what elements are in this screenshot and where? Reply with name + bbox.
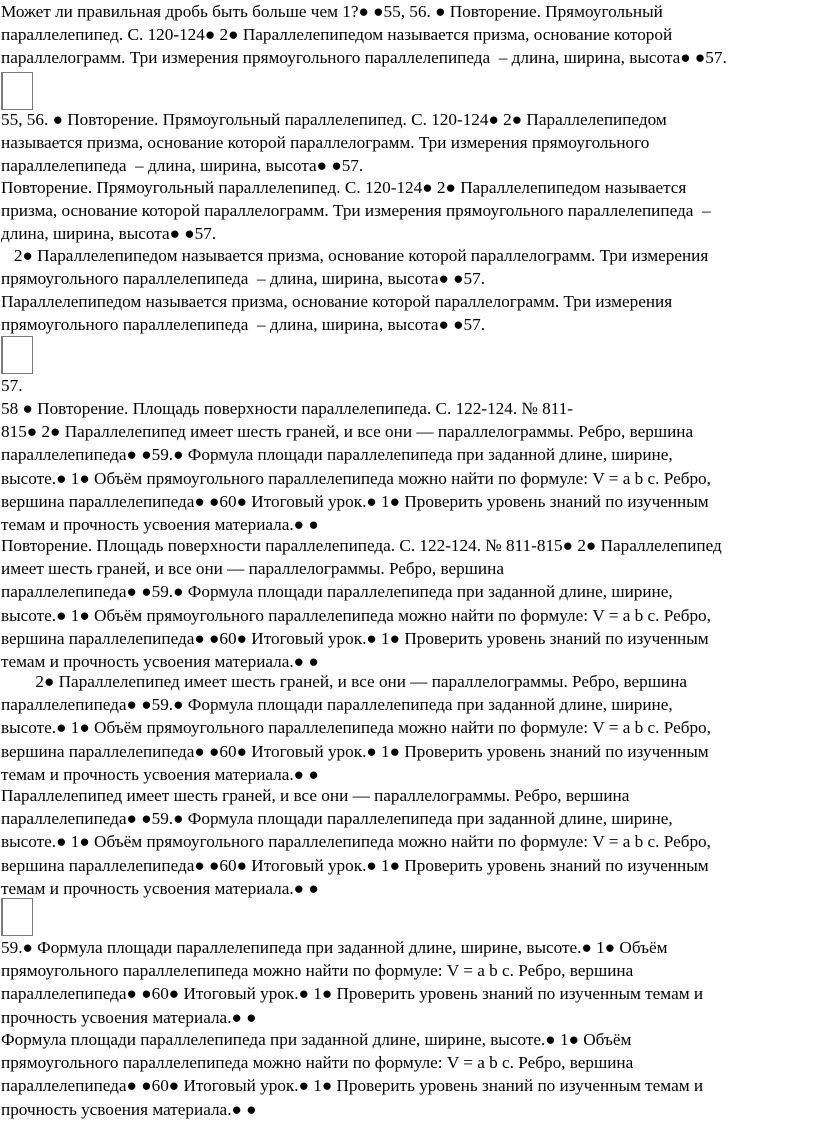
paragraph-11: 59.● Формула площади параллелепипеда при заданной длине, ширине, высоте.● 1● Объём прямоугольного параллелепипеда можно найти по формуле: V = a b c. Ребро, вершина параллелепипеда● ●60● Итоговый урок.● 1● Проверить уровень знаний по изученным темам и прочность усвоения материала.● ●: [1, 938, 704, 1027]
empty-cell-box-1: [1, 72, 33, 110]
paragraph-6: 57.: [1, 376, 23, 395]
paragraph-3: Повторение. Прямоугольный параллелепипед. С. 120-124● 2● Параллелепипедом называется призма, основание которой параллелограмм. Три измерения прямоугольного параллелепипеда – длина, ширина, высота● ●57.: [1, 178, 711, 244]
paragraph-4: 2● Параллелепипедом называется призма, основание которой параллелограмм. Три измерения прямоугольного параллелепипеда – длина, ширина, высота● ●57.: [1, 246, 709, 289]
paragraph-9: 2● Параллелепипед имеет шесть граней, и все они — параллелограммы. Ребро, вершина параллелепипеда● ●59.● Формула площади параллелепипеда при заданной длине, ширине, высоте.● 1● Объём прямоугольного параллелепипеда можно найти по формуле: V = a b c. Ребро, вершина параллелепипеда● ●60● Итоговый урок.● 1● Проверить уровень знаний по изученным темам и прочность усвоения материала.● ●: [1, 672, 711, 784]
paragraph-5: Параллелепипедом называется призма, основание которой параллелограмм. Три измерения прямоугольного параллелепипеда – длина, ширина, высота● ●57.: [1, 292, 673, 335]
paragraph-2: 55, 56. ● Повторение. Прямоугольный параллелепипед. С. 120-124● 2● Параллелепипедом называется призма, основание которой параллелограмм. Три измерения прямоугольного параллелепипеда – длина, ширина, высота● ●57.: [1, 110, 667, 176]
paragraph-1: Может ли правильная дробь быть больше чем 1?● ●55, 56. ● Повторение. Прямоугольный параллелепипед. С. 120-124● 2● Параллелепипедом называется призма, основание которой параллелограмм. Три измерения прямоугольного параллелепипеда – длина, ширина, высота● ●57.: [1, 2, 727, 68]
paragraph-8: Повторение. Площадь поверхности параллелепипеда. С. 122-124. № 811-815● 2● Параллелепипед имеет шесть граней, и все они — параллелограммы. Ребро, вершина параллелепипеда● ●59.● Формула площади параллелепипеда при заданной длине, ширине, высоте.● 1● Объём прямоугольного параллелепипеда можно найти по формуле: V = a b c. Ребро, вершина параллелепипеда● ●60● Итоговый урок.● 1● Проверить уровень знаний по изученным темам и прочность усвоения материала.● ●: [1, 536, 722, 672]
paragraph-10: Параллелепипед имеет шесть граней, и все они — параллелограммы. Ребро, вершина параллелепипеда● ●59.● Формула площади параллелепипеда при заданной длине, ширине, высоте.● 1● Объём прямоугольного параллелепипеда можно найти по формуле: V = a b c. Ребро, вершина параллелепипеда● ●60● Итоговый урок.● 1● Проверить уровень знаний по изученным темам и прочность усвоения материала.● ●: [1, 786, 711, 898]
empty-cell-box-3: [1, 898, 33, 936]
paragraph-7: 58 ● Повторение. Площадь поверхности параллелепипеда. С. 122-124. № 811- 815● 2● Параллелепипед имеет шесть граней, и все они — параллелограммы. Ребро, вершина параллелепипеда● ●59.● Формула площади параллелепипеда при заданной длине, ширине, высоте.● 1● Объём прямоугольного параллелепипеда можно найти по формуле: V = a b c. Ребро, вершина параллелепипеда● ●60● Итоговый урок.● 1● Проверить уровень знаний по изученным темам и прочность усвоения материала.● ●: [1, 399, 711, 535]
paragraph-12: Формула площади параллелепипеда при заданной длине, ширине, высоте.● 1● Объём прямоугольного параллелепипеда можно найти по формуле: V = a b c. Ребро, вершина параллелепипеда● ●60● Итоговый урок.● 1● Проверить уровень знаний по изученным темам и прочность усвоения материала.● ●: [1, 1030, 704, 1119]
empty-cell-box-2: [1, 336, 33, 374]
